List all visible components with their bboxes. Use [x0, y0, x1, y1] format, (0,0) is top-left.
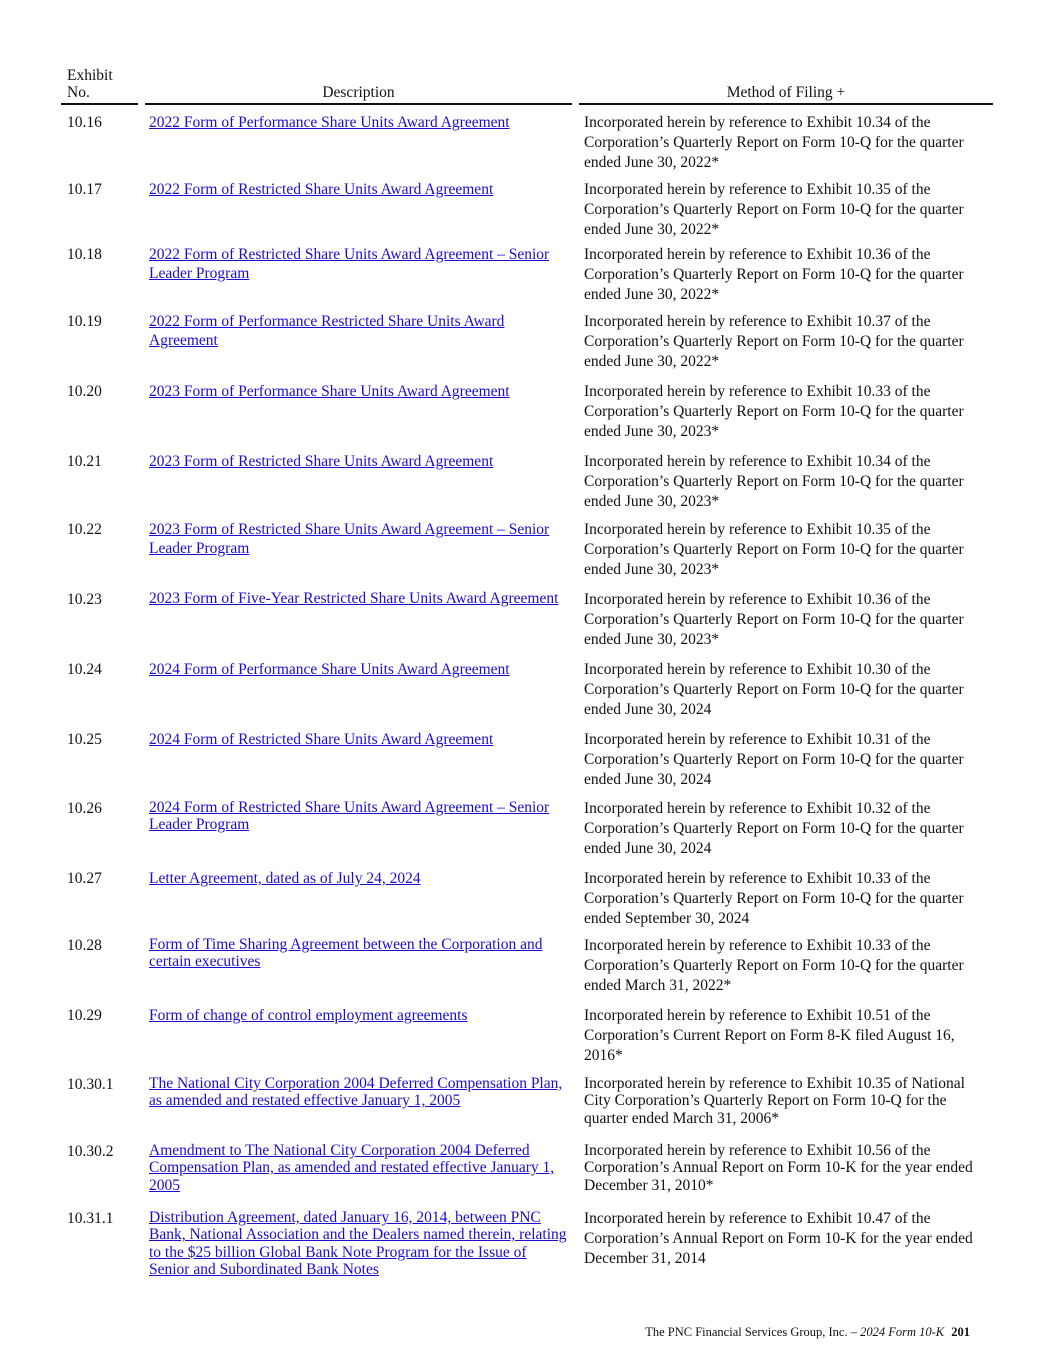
header-exhibit-line1: Exhibit — [67, 67, 113, 84]
filing-method: Incorporated herein by reference to Exhibit 10.36 of the Corporation’s Quarterly Report on Form 10-Q for the quarter ended June 30, 2023* — [584, 591, 964, 648]
exhibit-link[interactable]: 2023 Form of Restricted Share Units Award Agreement – Senior Leader Program — [149, 521, 550, 557]
filing-method: Incorporated herein by reference to Exhibit 10.30 of the Corporation’s Quarterly Report on Form 10-Q for the quarter ended June 30, 2024 — [584, 661, 964, 718]
filing-method: Incorporated herein by reference to Exhibit 10.51 of the Corporation’s Current Report on Form 8-K filed August 16, 2016* — [584, 1007, 955, 1064]
exhibit-number: 10.24 — [67, 661, 102, 678]
exhibit-link[interactable]: 2024 Form of Performance Share Units Award Agreement — [149, 661, 510, 678]
exhibit-number: 10.25 — [67, 731, 102, 748]
footer-form: 2024 Form 10-K — [860, 1325, 945, 1339]
exhibit-number: 10.22 — [67, 521, 102, 538]
filing-method: Incorporated herein by reference to Exhibit 10.56 of the Corporation’s Annual Report on Form 10-K for the year ended December 31, 2010* — [584, 1142, 973, 1194]
filing-method: Incorporated herein by reference to Exhibit 10.37 of the Corporation’s Quarterly Report on Form 10-Q for the quarter ended June 30, 2022* — [584, 313, 964, 370]
exhibit-link[interactable]: Distribution Agreement, dated January 16, 2014, between PNC Bank, National Association and the Dealers named therein, relating to the $25 billion Global Bank Note Program for the Issue of Senior and Subordinated Bank Notes — [149, 1209, 567, 1278]
exhibit-link[interactable]: The National City Corporation 2004 Deferred Compensation Plan, as amended and restated effective January 1, 2005 — [149, 1075, 563, 1110]
page-footer — [645, 1325, 970, 1340]
filing-method: Incorporated herein by reference to Exhibit 10.34 of the Corporation’s Quarterly Report on Form 10-Q for the quarter ended June 30, 2022* — [584, 114, 964, 171]
exhibit-link[interactable]: Form of Time Sharing Agreement between the Corporation and certain executives — [149, 936, 543, 971]
exhibit-link[interactable]: 2024 Form of Restricted Share Units Award Agreement — [149, 731, 494, 748]
exhibit-link[interactable]: 2022 Form of Performance Share Units Award Agreement — [149, 114, 510, 131]
exhibit-number: 10.17 — [67, 181, 102, 198]
filing-method: Incorporated herein by reference to Exhibit 10.31 of the Corporation’s Quarterly Report on Form 10-Q for the quarter ended June 30, 2024 — [584, 731, 964, 788]
header-rule-method — [579, 103, 993, 105]
exhibit-number: 10.19 — [67, 313, 102, 330]
filing-method: Incorporated herein by reference to Exhibit 10.47 of the Corporation’s Annual Report on Form 10-K for the year ended December 31, 2014 — [584, 1210, 973, 1267]
filing-method: Incorporated herein by reference to Exhibit 10.34 of the Corporation’s Quarterly Report on Form 10-Q for the quarter ended June 30, 2023* — [584, 453, 964, 510]
exhibit-link[interactable]: 2022 Form of Restricted Share Units Award Agreement – Senior Leader Program — [149, 246, 550, 282]
filing-method: Incorporated herein by reference to Exhibit 10.33 of the Corporation’s Quarterly Report on Form 10-Q for the quarter ended September 30, 2024 — [584, 870, 964, 927]
exhibit-number: 10.30.2 — [67, 1143, 114, 1160]
exhibit-number: 10.20 — [67, 383, 102, 400]
footer-company: The PNC Financial Services Group, Inc. – — [645, 1325, 857, 1339]
filing-method: Incorporated herein by reference to Exhibit 10.36 of the Corporation’s Quarterly Report on Form 10-Q for the quarter ended June 30, 2022* — [584, 246, 964, 303]
exhibit-link[interactable]: Amendment to The National City Corporation 2004 Deferred Compensation Plan, as amended and restated effective January 1, 2005 — [149, 1142, 555, 1194]
exhibit-number: 10.26 — [67, 800, 102, 817]
exhibit-number: 10.31.1 — [67, 1210, 114, 1227]
exhibit-number: 10.27 — [67, 870, 102, 887]
exhibit-link[interactable]: 2022 Form of Performance Restricted Share Units Award Agreement — [149, 313, 505, 349]
exhibit-link[interactable]: 2023 Form of Five-Year Restricted Share Units Award Agreement — [149, 590, 559, 607]
filing-method: Incorporated herein by reference to Exhibit 10.33 of the Corporation’s Quarterly Report on Form 10-Q for the quarter ended June 30, 2023* — [584, 383, 964, 440]
filing-method: Incorporated herein by reference to Exhibit 10.35 of the Corporation’s Quarterly Report on Form 10-Q for the quarter ended June 30, 2023* — [584, 521, 964, 578]
exhibit-number: 10.18 — [67, 246, 102, 263]
exhibit-number: 10.16 — [67, 114, 102, 131]
exhibit-link[interactable]: Form of change of control employment agreements — [149, 1007, 468, 1024]
filing-method: Incorporated herein by reference to Exhibit 10.35 of National City Corporation’s Quarterly Report on Form 10-Q for the quarter ended March 31, 2006* — [584, 1075, 965, 1127]
filing-method: Incorporated herein by reference to Exhibit 10.33 of the Corporation’s Quarterly Report on Form 10-Q for the quarter ended March 31, 2022* — [584, 937, 964, 994]
exhibit-number: 10.30.1 — [67, 1076, 114, 1093]
filing-method: Incorporated herein by reference to Exhibit 10.32 of the Corporation’s Quarterly Report on Form 10-Q for the quarter ended June 30, 2024 — [584, 800, 964, 857]
exhibit-link[interactable]: 2022 Form of Restricted Share Units Award Agreement — [149, 181, 494, 198]
exhibit-number: 10.23 — [67, 591, 102, 608]
exhibit-link[interactable]: 2024 Form of Restricted Share Units Award Agreement – Senior Leader Program — [149, 799, 550, 834]
header-description: Description — [322, 84, 395, 101]
page-number: 201 — [951, 1325, 970, 1339]
header-rule-description — [145, 103, 572, 105]
header-method: Method of Filing + — [726, 84, 846, 101]
header-rule-exhibit — [61, 103, 138, 105]
exhibit-link[interactable]: Letter Agreement, dated as of July 24, 2024 — [149, 870, 421, 887]
filing-method: Incorporated herein by reference to Exhibit 10.35 of the Corporation’s Quarterly Report on Form 10-Q for the quarter ended June 30, 2022* — [584, 181, 964, 238]
exhibit-number: 10.28 — [67, 937, 102, 954]
exhibit-link[interactable]: 2023 Form of Performance Share Units Award Agreement — [149, 383, 510, 400]
exhibit-number: 10.29 — [67, 1007, 102, 1024]
header-exhibit-no — [67, 67, 113, 101]
exhibit-number: 10.21 — [67, 453, 102, 470]
exhibit-link[interactable]: 2023 Form of Restricted Share Units Award Agreement — [149, 453, 494, 470]
header-exhibit-line2: No. — [67, 84, 90, 101]
